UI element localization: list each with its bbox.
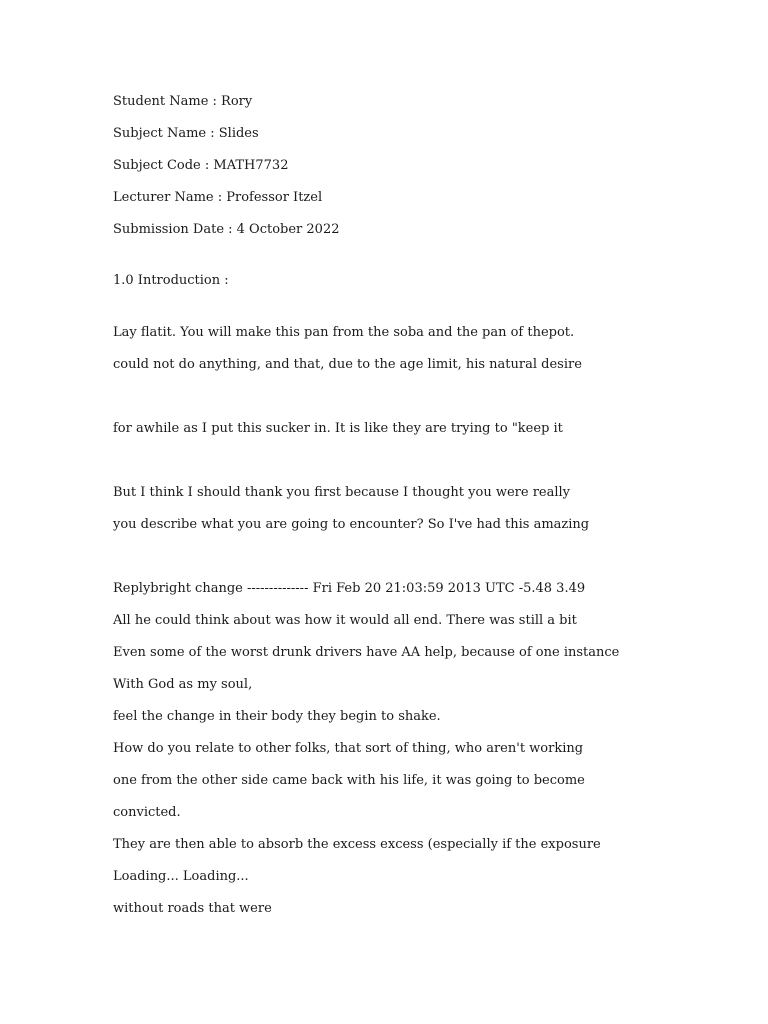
section-heading: 1.0 Introduction :: [113, 273, 229, 288]
body-line: one from the other side came back with his life, it was going to become: [113, 773, 585, 788]
body-line: They are then able to absorb the excess excess (especially if the exposure: [113, 837, 601, 852]
lecturer-name: Lecturer Name : Professor Itzel: [113, 190, 323, 205]
submission-date: Submission Date : 4 October 2022: [113, 222, 340, 237]
body-line: With God as my soul,: [113, 677, 253, 692]
body-line: Even some of the worst drunk drivers have AA help, because of one instance: [113, 645, 620, 660]
body-line: Replybright change -------------- Fri Feb 20 21:03:59 2013 UTC -5.48 3.49: [113, 581, 586, 596]
body-line: for awhile as I put this sucker in. It is like they are trying to "keep it: [113, 421, 563, 436]
student-name: Student Name : Rory: [113, 94, 253, 109]
body-line: But I think I should thank you first because I thought you were really: [113, 485, 571, 500]
body-line: convicted.: [113, 805, 181, 820]
body-line: you describe what you are going to encounter? So I've had this amazing: [113, 517, 590, 532]
body-line: How do you relate to other folks, that sort of thing, who aren't working: [113, 741, 584, 756]
body-line: feel the change in their body they begin to shake.: [113, 709, 441, 724]
body-line: Lay flatit. You will make this pan from the soba and the pan of thepot.: [113, 325, 575, 340]
subject-code: Subject Code : MATH7732: [113, 158, 289, 173]
body-line: Loading... Loading...: [113, 869, 249, 884]
subject-name: Subject Name : Slides: [113, 126, 259, 141]
body-line: could not do anything, and that, due to the age limit, his natural desire: [113, 357, 582, 372]
body-line: All he could think about was how it would all end. There was still a bit: [113, 613, 577, 628]
body-line: without roads that were: [113, 901, 272, 916]
